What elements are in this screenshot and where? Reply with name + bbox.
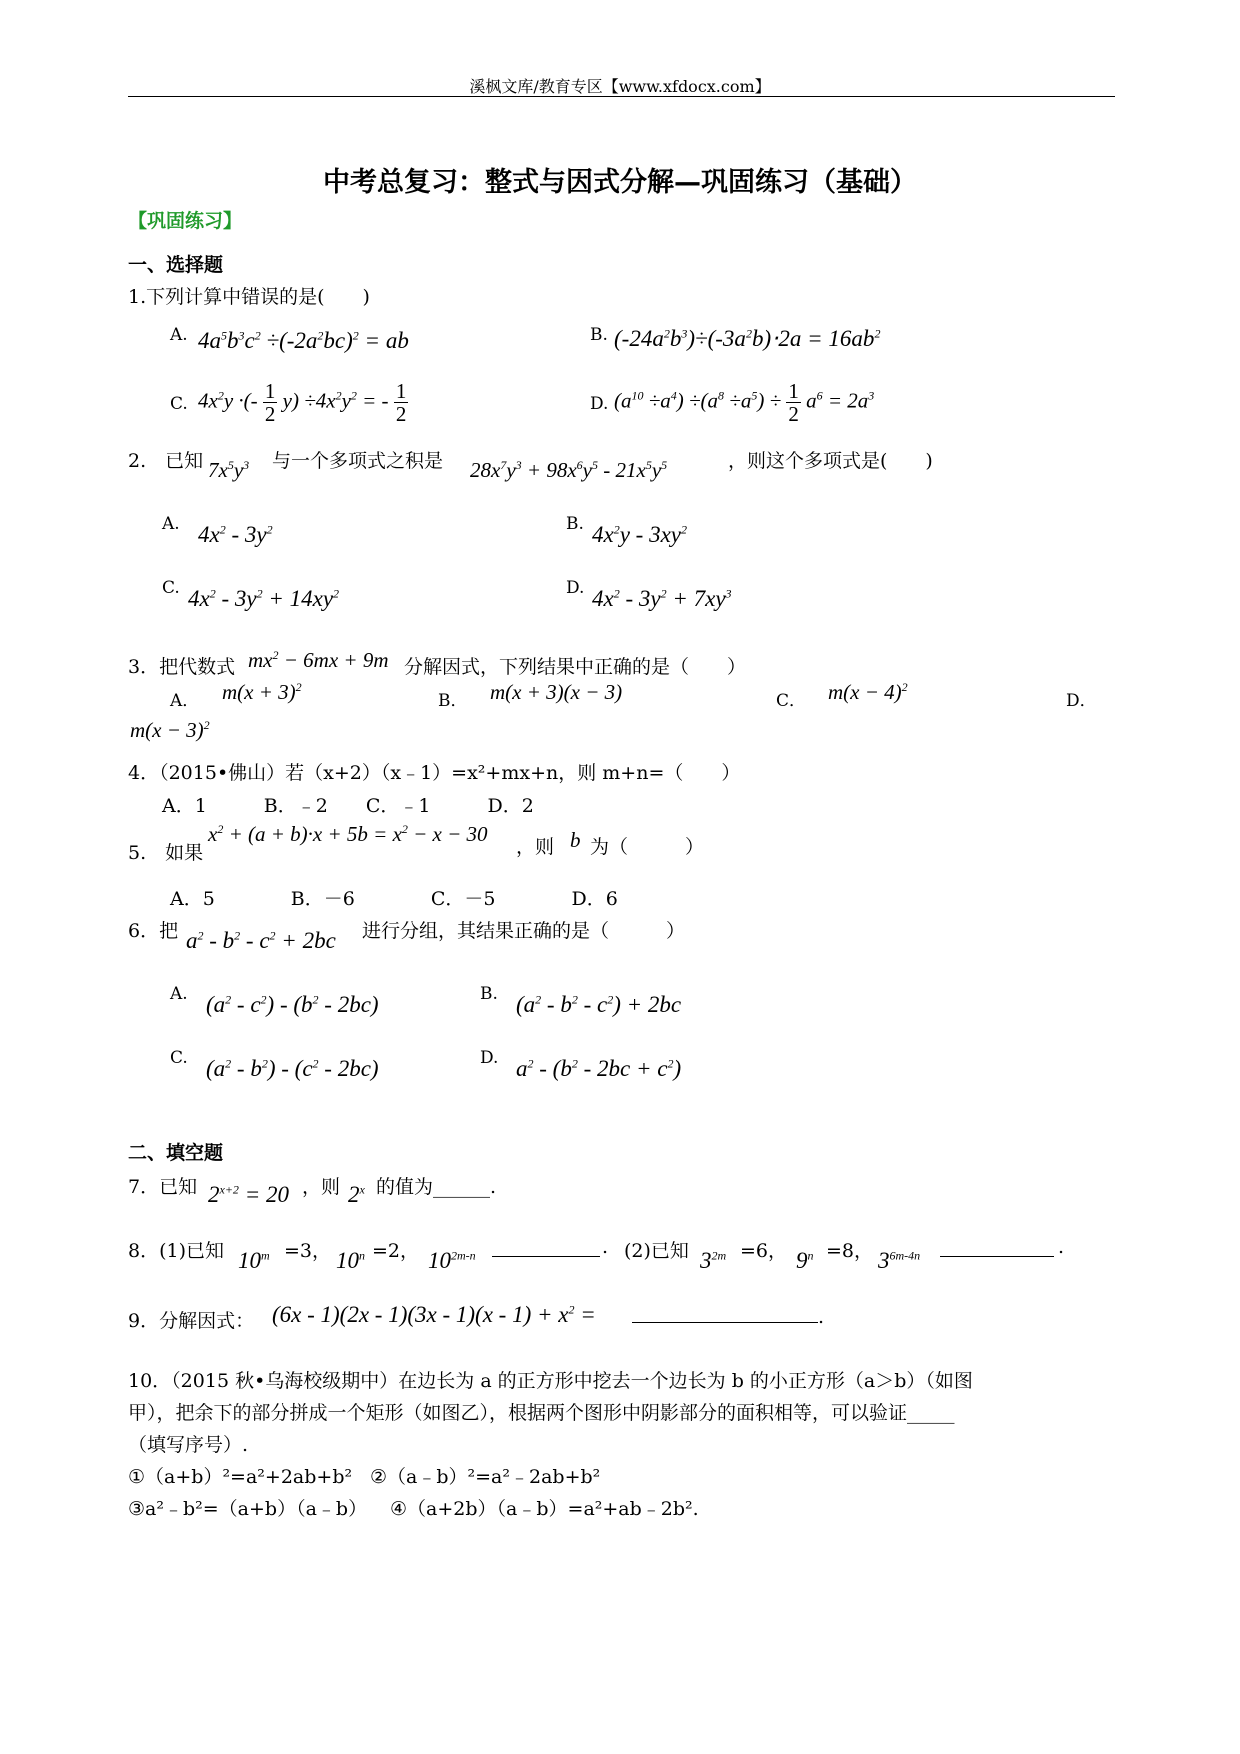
q8-number: 8．(1)已知 [128,1240,225,1262]
q6-option-c-label: C. [170,1048,188,1068]
q3-tail-text: 分解因式，下列结果中正确的是（ ） [404,656,747,678]
q2-mid-text: 与一个多项式之积是 [272,450,444,472]
q9-number: 9．分解因式： [128,1310,255,1332]
q8-part2: (2)已知 [624,1240,689,1262]
q6-option-d-label: D. [480,1048,499,1068]
q8-eq1: =3， [284,1240,332,1262]
q8-eq3: =6， [740,1240,788,1262]
q8-eq2: =2， [372,1240,420,1262]
q6-expression: $a^2 - b^2 - c^2 + 2bc$ [186,928,336,953]
q2-option-c-formula: $4x^2 - 3y^2 + 14xy^2$ [188,586,340,611]
q1-option-c-label: C. [170,394,188,414]
page-header: 溪枫文库/教育专区【www.xfdocx.com】 [469,77,771,96]
q8-base-n: 10$^n$ [336,1248,365,1273]
section-choice-heading: 一、选择题 [128,254,224,276]
q6-number: 6．把 [128,920,179,942]
q6-option-d-formula: $a^2 - (b^2 - 2bc + c^2)$ [516,1056,682,1081]
q3-option-a-formula: $m(x + 3)^2$ [222,680,302,704]
q5-tail-text: ，则 [516,836,555,858]
q2-product: $28x^7y^3 + 98x^6y^5 - 21x^5y^5$ [470,458,668,482]
q4-stem: 4．（2015•佛山）若（x+2）（x﹣1）=x²+mx+n，则 m+n=（ ） [128,762,741,784]
q1-option-d-formula: $(a^{10} \div a^4) \div(a^8 \div a^5)$ ÷ $\frac{1}{2}$ $a^6 = 2a^3$ [614,379,875,427]
q2-option-a-formula: $4x^2 - 3y^2$ [198,522,273,547]
q8-base-m: 10$^m$ [238,1248,270,1273]
q5-equation: $x^2 + (a + b)\cdot x + 5b = x^2 - x - 30$ [208,822,488,846]
q3-option-c-label: C． [776,691,807,711]
q6-tail-text: 进行分组，其结果正确的是（ ） [362,920,686,942]
section-tag: 【巩固练习】 [128,210,243,232]
q3-option-b-formula: m(x + 3)(x − 3) [490,680,623,704]
q10-line-1: 10．（2015 秋•乌海校级期中）在边长为 a 的正方形中挖去一个边长为 b 的小正方形（a＞b）（如图 [128,1370,973,1392]
q4-options: A．1 B．﹣2 C．﹣1 D．2 [162,795,534,817]
q3-expression: $mx^2 - 6mx + 9m$ [248,648,389,672]
q6-option-a-formula: $(a^2 - c^2) - (b^2 - 2bc)$ [206,992,379,1017]
q7-mid-text: ，则 [302,1176,341,1198]
q9-dot: . [818,1306,825,1328]
q5-options: A．5 B．－6 C．－5 D．6 [170,888,618,910]
q5-number: 5. 如果 [128,842,204,864]
q7-equation: $2^{x+2} = 20$ [208,1182,289,1207]
q8-base-3: $3^{2m}$ [700,1248,727,1273]
q8-dot-2: . [1058,1236,1065,1258]
header-divider [128,96,1115,97]
q7-number: 7．已知 [128,1176,198,1198]
q3-option-a-label: A． [170,691,200,711]
q10-option-4: ④（a+2b）（a﹣b）=a²+ab﹣2b². [390,1498,699,1520]
q1-option-c-formula: $4x^2y$ ·(- $\frac{1}{2}$ $y) \div 4x^2y^2$ = - $\frac{1}{2}$ [198,379,407,427]
q10-line-2: 甲），把余下的部分拼成一个矩形（如图乙），根据两个图形中阴影部分的面积相等，可以验证_____ [128,1402,955,1424]
q10-option-2: ②（a﹣b）²=a²﹣2ab+b² [370,1466,601,1488]
q9-answer-blank[interactable] [632,1322,818,1323]
q8-answer-blank-1[interactable] [492,1238,600,1257]
q8-expression-2: $3^{6m-4n}$ [878,1248,921,1273]
q7-expression: 2$^x$ [348,1182,365,1207]
q5-tail-text-2: 为（ ） [590,836,705,858]
q2-number: 2. 已知 [128,450,204,472]
q3-option-c-formula: $m(x - 4)^2$ [828,680,908,704]
q7-tail-text: 的值为______. [376,1176,497,1198]
section-fill-heading: 二、填空题 [128,1142,224,1164]
q6-option-b-formula: $(a^2 - b^2 - c^2) + 2bc$ [516,992,682,1017]
q3-number: 3．把代数式 [128,656,236,678]
q6-option-b-label: B. [480,984,498,1004]
q1-option-b-formula: $(-24a^2b^3)\div(-3a^2b)\cdot 2a = 16ab^2$ [614,326,881,351]
q5-variable: b [570,828,581,852]
q1-option-b-label: B. [590,325,608,345]
q6-option-a-label: A. [170,984,188,1004]
page-title: 中考总复习：整式与因式分解—巩固练习（基础） [323,167,917,198]
q8-dot-1: . [602,1236,609,1258]
q2-monomial: $7x^5y^3$ [208,458,250,482]
q1-option-d-label: D. [590,394,609,414]
q2-option-c-label: C. [162,578,180,598]
q8-answer-blank-2[interactable] [940,1238,1054,1257]
q8-eq4: =8， [826,1240,874,1262]
q9-expression: $(6x - 1)(2x - 1)(3x - 1)(x - 1) + x^2$ = [272,1302,596,1327]
q2-option-d-label: D. [566,578,585,598]
q3-option-b-label: B． [438,691,468,711]
q10-option-3: ③a²﹣b²=（a+b）（a﹣b） [128,1498,368,1520]
q10-option-1: ①（a+b）²=a²+2ab+b² [128,1466,353,1488]
q2-option-a-label: A. [162,514,180,534]
q10-line-3: （填写序号）. [128,1434,249,1456]
q2-option-b-formula: $4x^2y - 3xy^2$ [592,522,688,547]
q2-tail-text: ，则这个多项式是( ) [728,450,933,472]
q6-option-c-formula: $(a^2 - b^2) - (c^2 - 2bc)$ [206,1056,379,1081]
q1-option-a-formula: $4a^5b^3c^2 \div(-2a^2bc)^2$ = ab [198,328,409,353]
q1-option-a-label: A. [170,325,188,345]
q3-option-d-formula: $m(x - 3)^2$ [130,718,210,742]
q8-expression-1: $10^{2m-n}$ [428,1248,476,1273]
q3-option-d-label: D． [1066,691,1097,711]
q2-option-d-formula: $4x^2 - 3y^2 + 7xy^3$ [592,586,732,611]
q1-stem: 1.下列计算中错误的是( ) [128,286,370,308]
q8-base-9: 9$^n$ [796,1248,814,1273]
q2-option-b-label: B. [566,514,584,534]
